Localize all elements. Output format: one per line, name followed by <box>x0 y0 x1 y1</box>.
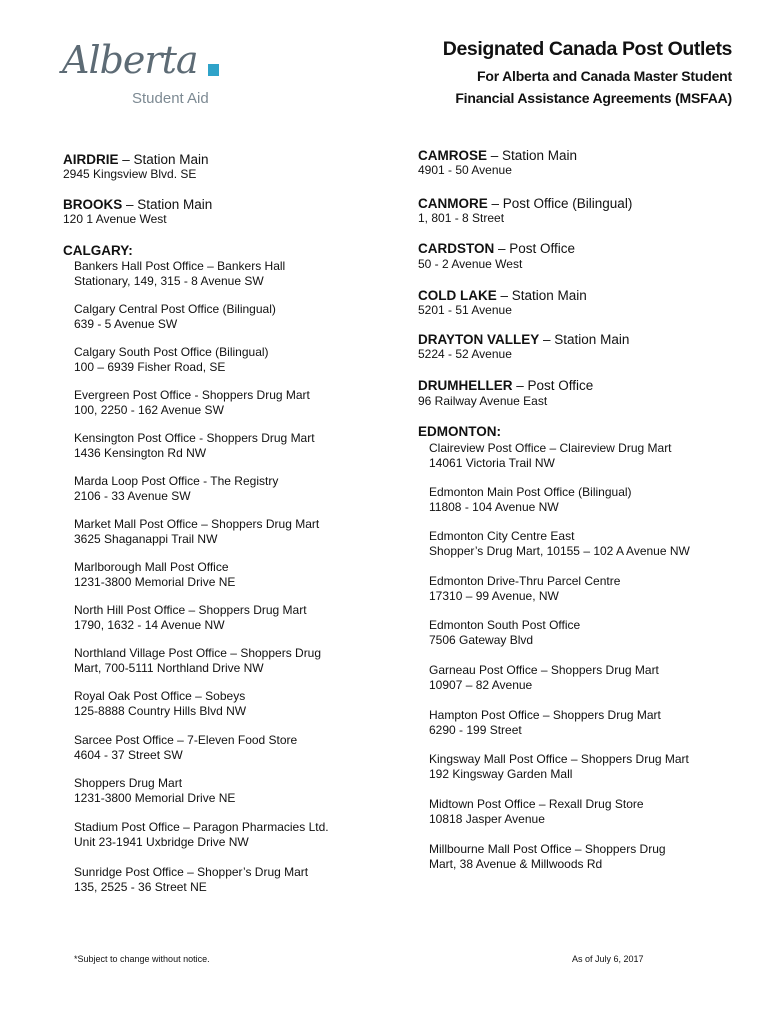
outlet-calgary-7: Market Mall Post Office – Shoppers Drug Mart 3625 Shaganappi Trail NW <box>74 517 320 546</box>
outlet-calgary-13: Shoppers Drug Mart 1231-3800 Memorial Drive NE <box>74 776 236 805</box>
outlet-edmonton-7: Hampton Post Office – Shoppers Drug Mart 6290 - 199 Street <box>429 708 661 737</box>
address-brooks: 120 1 Avenue West <box>63 212 167 226</box>
address-canmore: 1, 801 - 8 Street <box>418 211 505 225</box>
address-airdrie: 2945 Kingsview Blvd. SE <box>63 167 197 181</box>
outlet-edmonton-10: Millbourne Mall Post Office – Shoppers Drug Mart, 38 Avenue & Millwoods Rd <box>429 842 666 871</box>
address-drayton-valley: 5224 - 52 Avenue <box>418 347 512 361</box>
outlet-calgary-15: Sunridge Post Office – Shopper’s Drug Mart 135, 2525 - 36 Street NE <box>74 865 309 894</box>
address-drumheller: 96 Railway Avenue East <box>418 394 548 408</box>
logo-square-icon <box>208 64 219 76</box>
outlet-calgary-10: Northland Village Post Office – Shoppers Drug Mart, 700-5111 Northland Drive NW <box>74 646 322 675</box>
footer-disclaimer: *Subject to change without notice. <box>74 954 210 964</box>
page-subtitle-line2: Financial Assistance Agreements (MSFAA) <box>455 90 732 106</box>
logo-subtitle: Student Aid <box>132 90 209 107</box>
outlet-edmonton-5: Edmonton South Post Office 7506 Gateway Blvd <box>429 618 581 647</box>
city-heading-canmore: CANMORE – Post Office (Bilingual) <box>418 196 633 211</box>
city-heading-camrose: CAMROSE – Station Main <box>418 148 578 163</box>
city-heading-airdrie: AIRDRIE – Station Main <box>63 152 209 167</box>
outlet-edmonton-6: Garneau Post Office – Shoppers Drug Mart 10907 – 82 Avenue <box>429 663 659 692</box>
alberta-student-aid-logo <box>62 38 232 112</box>
outlet-edmonton-2: Edmonton Main Post Office (Bilingual) 11808 - 104 Avenue NW <box>429 485 632 514</box>
outlet-calgary-6: Marda Loop Post Office - The Registry 2106 - 33 Avenue SW <box>74 474 279 503</box>
logo-wordmark: Alberta <box>62 38 198 82</box>
outlet-calgary-1: Bankers Hall Post Office – Bankers Hall Stationary, 149, 315 - 8 Avenue SW <box>74 259 286 288</box>
city-heading-drumheller: DRUMHELLER – Post Office <box>418 378 594 393</box>
outlet-edmonton-9: Midtown Post Office – Rexall Drug Store 10818 Jasper Avenue <box>429 797 644 826</box>
outlet-calgary-9: North Hill Post Office – Shoppers Drug Mart 1790, 1632 - 14 Avenue NW <box>74 603 307 632</box>
outlet-calgary-2: Calgary Central Post Office (Bilingual) 639 - 5 Avenue SW <box>74 302 276 331</box>
outlet-edmonton-4: Edmonton Drive-Thru Parcel Centre 17310 – 99 Avenue, NW <box>429 574 621 603</box>
outlet-edmonton-8: Kingsway Mall Post Office – Shoppers Drug Mart 192 Kingsway Garden Mall <box>429 752 689 781</box>
city-heading-edmonton: EDMONTON: <box>418 424 501 439</box>
page-subtitle-line1: For Alberta and Canada Master Student <box>476 68 732 84</box>
outlet-edmonton-3: Edmonton City Centre East Shopper’s Drug Mart, 10155 – 102 A Avenue NW <box>429 529 690 558</box>
city-heading-drayton-valley: DRAYTON VALLEY – Station Main <box>418 332 630 347</box>
city-heading-brooks: BROOKS – Station Main <box>63 197 213 212</box>
city-heading-cardston: CARDSTON – Post Office <box>418 241 576 256</box>
outlet-calgary-4: Evergreen Post Office - Shoppers Drug Mart 100, 2250 - 162 Avenue SW <box>74 388 310 417</box>
outlet-calgary-5: Kensington Post Office - Shoppers Drug Mart 1436 Kensington Rd NW <box>74 431 315 460</box>
address-camrose: 4901 - 50 Avenue <box>418 163 512 177</box>
outlet-calgary-11: Royal Oak Post Office – Sobeys 125-8888 Country Hills Blvd NW <box>74 689 247 718</box>
outlet-edmonton-1: Claireview Post Office – Claireview Drug Mart 14061 Victoria Trail NW <box>429 441 672 470</box>
city-heading-calgary: CALGARY: <box>63 243 133 258</box>
outlet-calgary-3: Calgary South Post Office (Bilingual) 100 – 6939 Fisher Road, SE <box>74 345 269 374</box>
address-cold-lake: 5201 - 51 Avenue <box>418 303 512 317</box>
page-title: Designated Canada Post Outlets <box>442 38 732 60</box>
outlet-calgary-12: Sarcee Post Office – 7-Eleven Food Store 4604 - 37 Street SW <box>74 733 298 762</box>
city-heading-cold-lake: COLD LAKE – Station Main <box>418 288 587 303</box>
address-cardston: 50 - 2 Avenue West <box>418 257 523 271</box>
outlet-calgary-8: Marlborough Mall Post Office 1231-3800 Memorial Drive NE <box>74 560 236 589</box>
footer-date: As of July 6, 2017 <box>572 954 644 964</box>
outlet-calgary-14: Stadium Post Office – Paragon Pharmacies Ltd. Unit 23-1941 Uxbridge Drive NW <box>74 820 329 849</box>
